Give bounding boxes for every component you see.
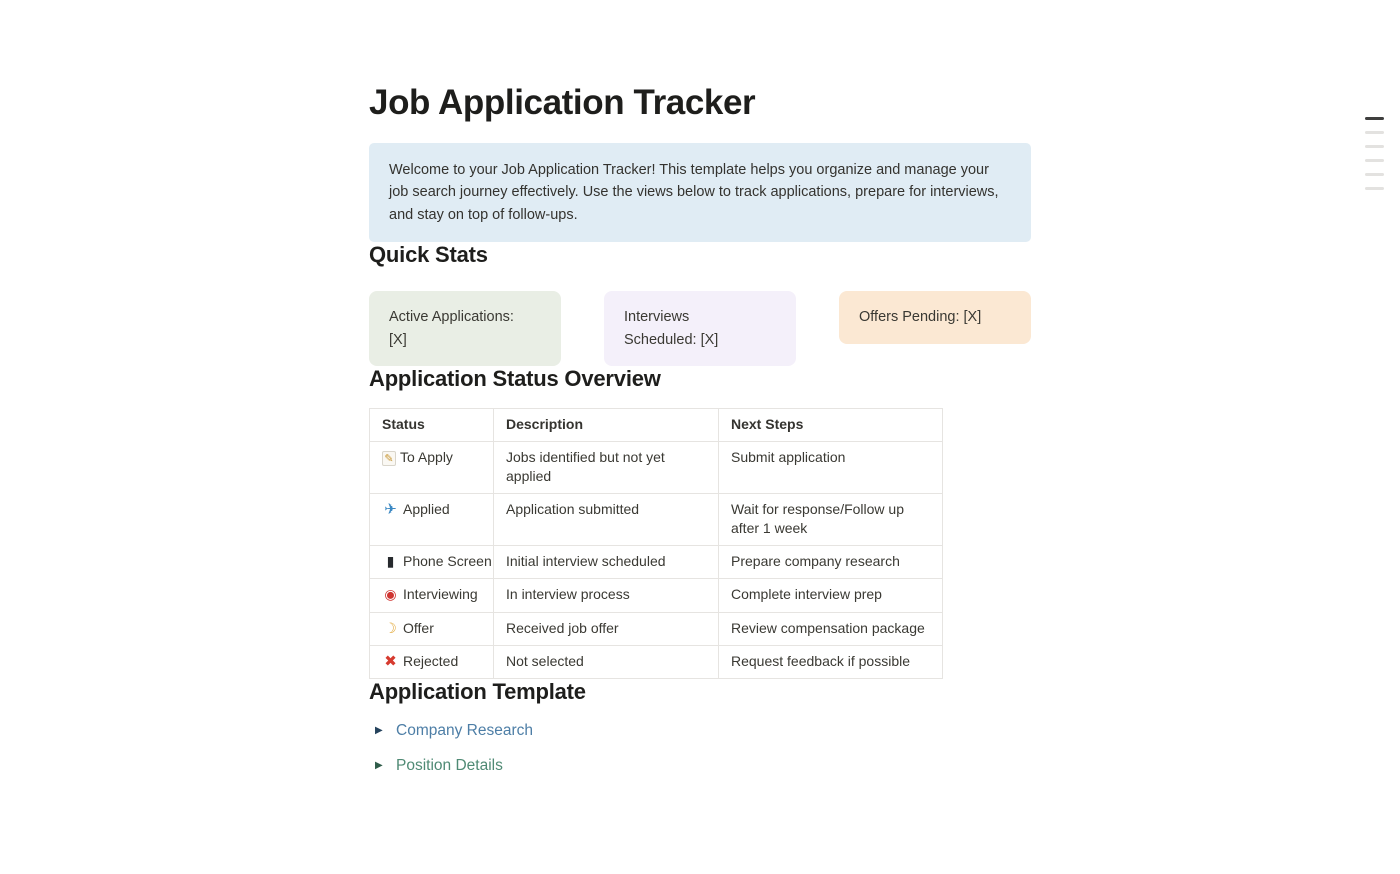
next-steps-cell: Wait for response/Follow up after 1 week	[719, 493, 943, 545]
rejected-x-icon: ✖	[384, 652, 397, 671]
table-row-to-apply	[370, 441, 943, 493]
stat-card-label: Active Applications: [X]	[389, 309, 514, 348]
status-label: Rejected	[403, 653, 459, 670]
toc-line[interactable]	[1365, 187, 1384, 190]
column-header-status: Status	[370, 409, 494, 442]
table-row-interviewing	[370, 579, 943, 613]
stat-card-offers-pending	[839, 291, 1031, 344]
description-cell: Jobs identified but not yet applied	[494, 441, 719, 493]
toggle-company-research[interactable]	[369, 720, 1031, 742]
application-template-heading: Application Template	[369, 678, 586, 704]
description-cell: Not selected	[494, 646, 719, 679]
mobile-phone-icon: ▮	[386, 553, 395, 570]
toc-line[interactable]	[1365, 131, 1384, 134]
memo-icon: ✎	[382, 451, 396, 466]
toc-line[interactable]	[1365, 159, 1384, 162]
toc-line[interactable]	[1365, 145, 1384, 148]
toc-indicator[interactable]	[1365, 117, 1384, 201]
description-cell: In interview process	[494, 579, 719, 613]
toggle-label[interactable]: Position Details	[396, 756, 503, 774]
stat-card-label: Interviews Scheduled: [X]	[624, 309, 719, 348]
toggle-label[interactable]: Company Research	[396, 721, 533, 739]
next-steps-cell: Review compensation package	[719, 612, 943, 646]
next-steps-cell: Prepare company research	[719, 545, 943, 579]
description-cell: Received job offer	[494, 612, 719, 646]
quick-stats-heading: Quick Stats	[369, 242, 488, 268]
dart-target-icon: ◉	[384, 587, 397, 604]
description-cell: Application submitted	[494, 493, 719, 545]
column-header-description: Description	[494, 409, 719, 442]
table-row-offer	[370, 612, 943, 646]
status-label: Interviewing	[403, 586, 478, 603]
next-steps-cell: Request feedback if possible	[719, 646, 943, 679]
toggle-arrow-icon[interactable]: ▶	[375, 724, 383, 736]
status-label: Offer	[403, 619, 434, 636]
column-header-next-steps: Next Steps	[719, 409, 943, 442]
quick-stats-row	[369, 291, 1031, 366]
table-header-row	[370, 409, 943, 442]
stat-card-interviews-scheduled	[604, 291, 796, 366]
page-title: Job Application Tracker	[369, 83, 756, 122]
airplane-icon: ✈	[384, 499, 397, 518]
toc-line[interactable]	[1365, 173, 1384, 176]
toggle-arrow-icon[interactable]: ▶	[375, 759, 383, 771]
status-table	[369, 408, 943, 679]
next-steps-cell: Submit application	[719, 441, 943, 493]
toggle-position-details[interactable]	[369, 755, 1031, 777]
status-label: To Apply	[400, 448, 453, 465]
table-row-applied	[370, 493, 943, 545]
table-row-rejected	[370, 646, 943, 679]
stat-card-label: Offers Pending: [X]	[859, 309, 982, 326]
stat-card-active-applications	[369, 291, 561, 366]
next-steps-cell: Complete interview prep	[719, 579, 943, 613]
description-cell: Initial interview scheduled	[494, 545, 719, 579]
callout-text: Welcome to your Job Application Tracker! This template helps you organize and manage your job search journey effectively. Use the views below to track applications, prepare for interviews, and stay on top of follow-ups.	[389, 162, 999, 223]
welcome-callout	[369, 143, 1031, 242]
toc-line-active[interactable]	[1365, 117, 1384, 120]
status-label: Applied	[403, 500, 450, 517]
page-content	[369, 0, 1031, 777]
status-overview-heading: Application Status Overview	[369, 366, 661, 392]
status-label: Phone Screen	[403, 552, 492, 569]
offer-crescent-icon: ☽	[384, 620, 397, 637]
table-row-phone-screen	[370, 545, 943, 579]
